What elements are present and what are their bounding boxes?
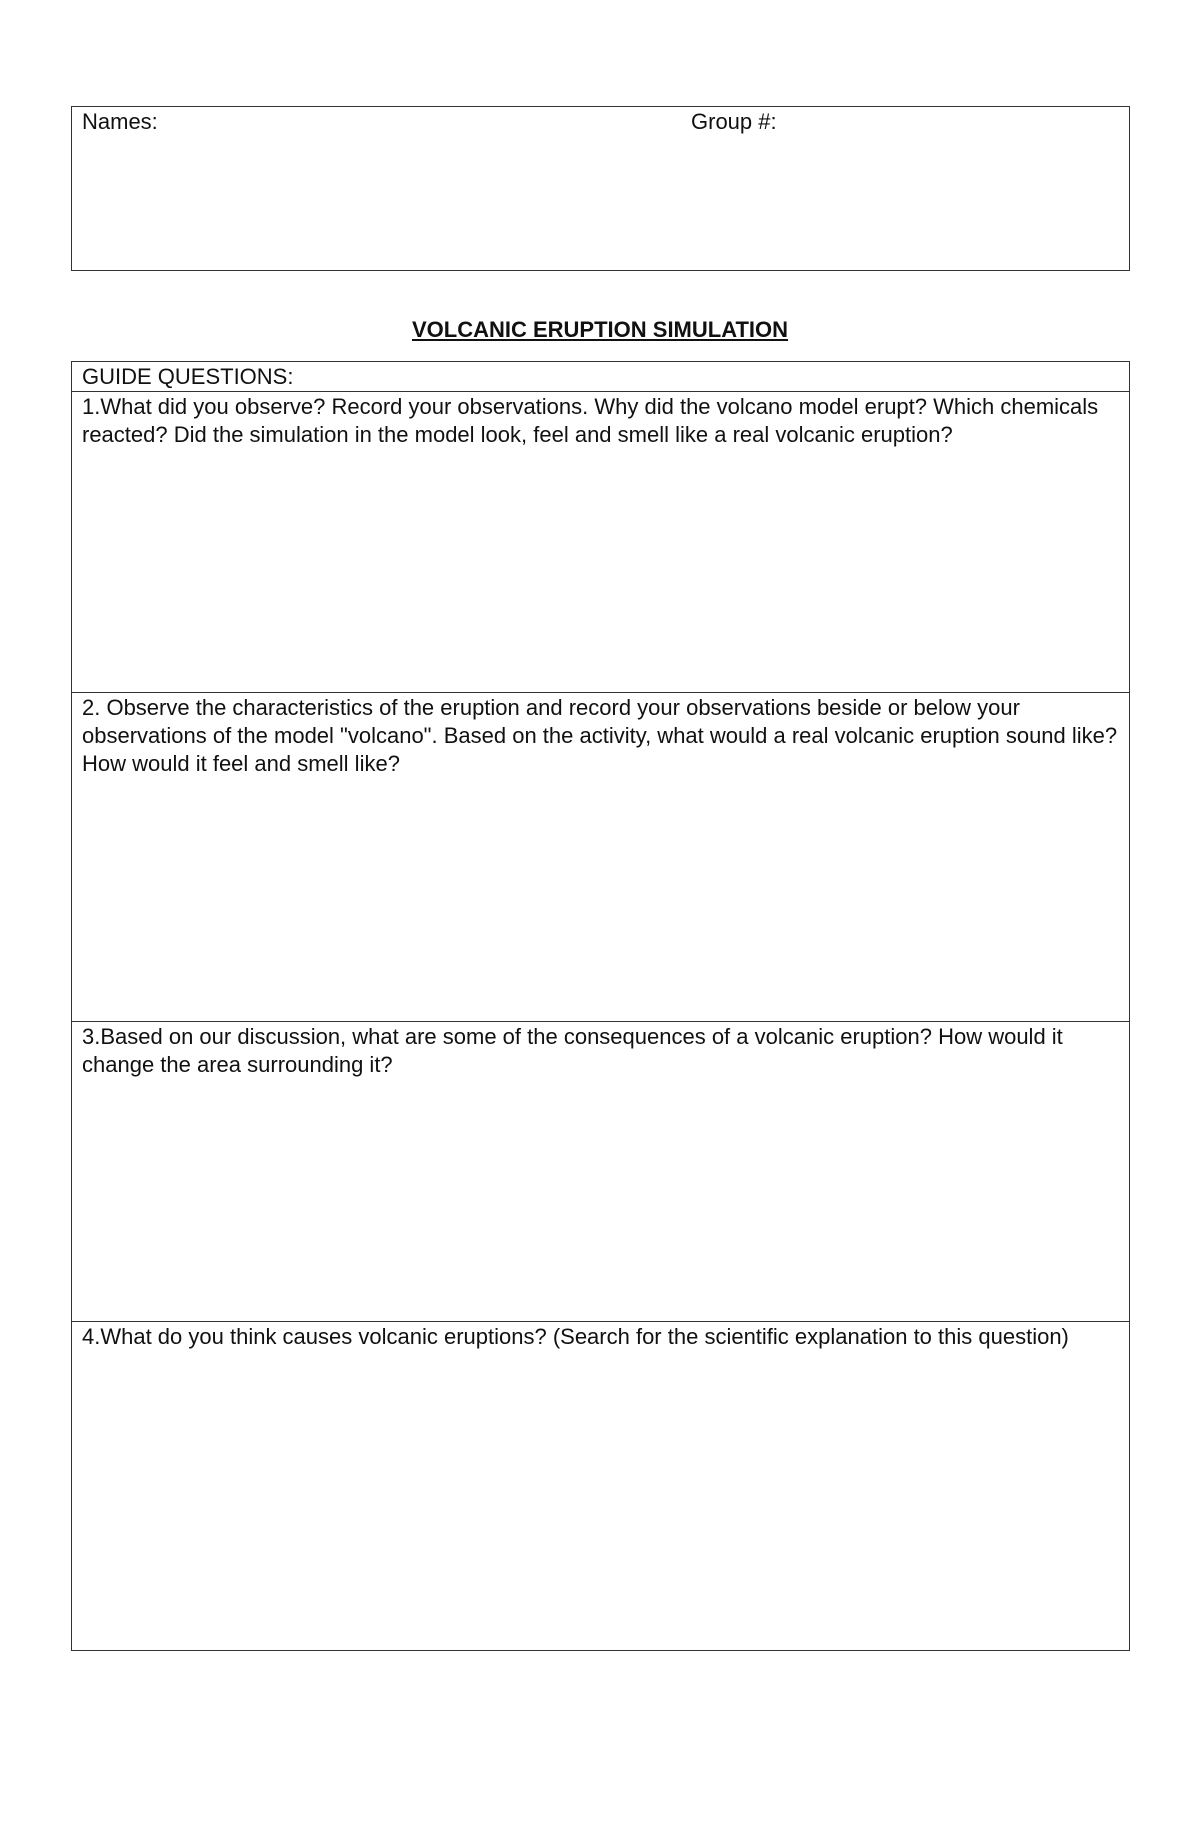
question-2-cell[interactable]: 2. Observe the characteristics of the eruption and record your observations beside or below your observations of the model "volcano". Based on the activity, what would a real volcanic eruption sound like? How would it feel and smell like? [72, 693, 1130, 1022]
names-label: Names: [82, 109, 158, 134]
group-number-label: Group #: [691, 109, 777, 134]
worksheet-title: VOLCANIC ERUPTION SIMULATION [411, 317, 789, 342]
question-4-cell[interactable]: 4.What do you think causes volcanic eruptions? (Search for the scientific explanation to this question) [72, 1322, 1130, 1651]
names-group-box[interactable] [71, 106, 1130, 271]
question-1-cell[interactable]: 1.What did you observe? Record your observations. Why did the volcano model erupt? Which chemicals reacted? Did the simulation in the model look, feel and smell like a real volcanic eruption? [72, 392, 1130, 693]
guide-questions-heading: GUIDE QUESTIONS: [72, 362, 1130, 392]
guide-questions-table [71, 361, 1130, 1651]
question-3-cell[interactable]: 3.Based on our discussion, what are some of the consequences of a volcanic eruption? How would it change the area surrounding it? [72, 1022, 1130, 1322]
